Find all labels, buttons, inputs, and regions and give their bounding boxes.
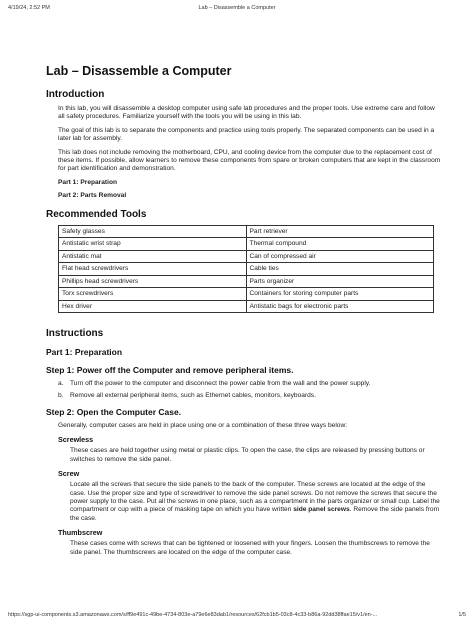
browser-print-footer (8, 612, 466, 622)
table-cell: Antistatic bags for electronic parts (246, 300, 434, 313)
intro-paragraph-1: In this lab, you will disassemble a desktop computer using safe lab procedures and the proper tools. Use extreme care and follow all safety procedures. Familiarize yourself with the tools you will be using in this lab. (58, 105, 435, 121)
thumbscrew-text: These cases come with screws that can be tightened or loosened with your fingers. Loosen the thumbscrews to remove the side panel. The thumbscrews are located on the edge of the computer case. (70, 540, 430, 556)
step-2-heading: Step 2: Open the Computer Case. (46, 406, 182, 417)
thumbscrew-heading: Thumbscrew (58, 528, 103, 538)
print-page-count: 1/5 (458, 612, 466, 618)
list-marker: a. (58, 380, 64, 388)
table-cell: Antistatic mat (59, 250, 247, 263)
table-cell: Part retriever (246, 225, 434, 238)
document-title: Lab – Disassemble a Computer (46, 64, 232, 78)
print-page-title: Lab – Disassemble a Computer (198, 5, 276, 11)
print-url[interactable]: https://sgp-ui-components.s3.amazonaws.com/s/ff9e491c-49be-4734-803e-a79e6e83dab1/resources/62fcb1b5-03c8-4c33-b86a-92dd38ffae15/v1/en-... (8, 612, 378, 618)
step-1-list (46, 380, 441, 400)
print-datetime: 4/19/24, 2:52 PM (8, 5, 50, 11)
table-row (59, 263, 434, 276)
screw-text-emphasis: side panel screws (293, 506, 350, 514)
table-row (59, 250, 434, 263)
table-cell: Safety glasses (59, 225, 247, 238)
list-item (46, 392, 441, 400)
instructions-part-1-heading: Part 1: Preparation (46, 347, 123, 358)
table-cell: Containers for storing computer parts (246, 288, 434, 301)
screw-text (70, 481, 441, 523)
introduction-heading: Introduction (46, 89, 105, 100)
table-cell: Torx screwdrivers (59, 288, 247, 301)
table-cell: Phillips head screwdrivers (59, 275, 247, 288)
intro-paragraph-2: The goal of this lab is to separate the components and practice using tools properly. The separated components can be used in a later lab for assembly. (58, 126, 435, 143)
screwless-heading: Screwless (58, 435, 94, 445)
table-row (59, 288, 434, 301)
screw-heading: Screw (58, 469, 80, 479)
intro-part-2: Part 2: Parts Removal (58, 192, 127, 200)
table-row (59, 225, 434, 238)
list-item-text: Remove all external peripheral items, such as Ethernet cables, monitors, keyboards. (70, 391, 316, 399)
list-item (46, 380, 441, 388)
tools-heading: Recommended Tools (46, 208, 147, 220)
table-cell: Parts organizer (246, 275, 434, 288)
screw-text-part-2: . Remove the side panels from the case. (70, 506, 440, 522)
table-cell: Flat head screwdrivers (59, 263, 247, 276)
intro-part-1: Part 1: Preparation (58, 178, 117, 186)
tools-table (58, 225, 434, 314)
list-item-text: Turn off the power to the computer and disconnect the power cable from the wall and the power supply. (70, 380, 371, 388)
step-1-heading: Step 1: Power off the Computer and remove peripheral items. (46, 365, 294, 376)
table-cell: Can of compressed air (246, 250, 434, 263)
table-row (59, 275, 434, 288)
screwless-text: These cases are held together using metal or plastic clips. To open the case, the clips are released by pressing buttons or switches to remove the side panel. (70, 447, 425, 463)
table-row (59, 238, 434, 251)
browser-print-header (8, 5, 466, 15)
table-cell: Antistatic wrist strap (59, 238, 247, 251)
step-2-intro: Generally, computer cases are held in place using one or a combination of these three ways below: (58, 421, 348, 429)
screw-text-part-1: Locate all the screws that secure the side panels to the back of the computer. These screws are located at the edge of the case. Use the proper size and type of screwdriver to remove the side panel screws. Do not remove the screws that secure the power supply to the case. Put all the screws in one place, such as a compartment in the parts organizer or small cup. Label the compartment or cup with a piece of masking tape on which you have written (70, 481, 440, 514)
intro-paragraph-3: This lab does not include removing the motherboard, CPU, and cooling device from the computer due to the replacement cost of these items. If possible, allow learners to remove these components from spare or broken computers that are kept in the classroom for part identification and demonstration. (58, 148, 441, 173)
table-cell: Hex driver (59, 300, 247, 313)
table-cell: Thermal compound (246, 238, 434, 251)
list-marker: b. (58, 391, 64, 399)
table-row (59, 300, 434, 313)
instructions-heading: Instructions (46, 328, 104, 340)
document-body (46, 64, 441, 562)
table-cell: Cable ties (246, 263, 434, 276)
